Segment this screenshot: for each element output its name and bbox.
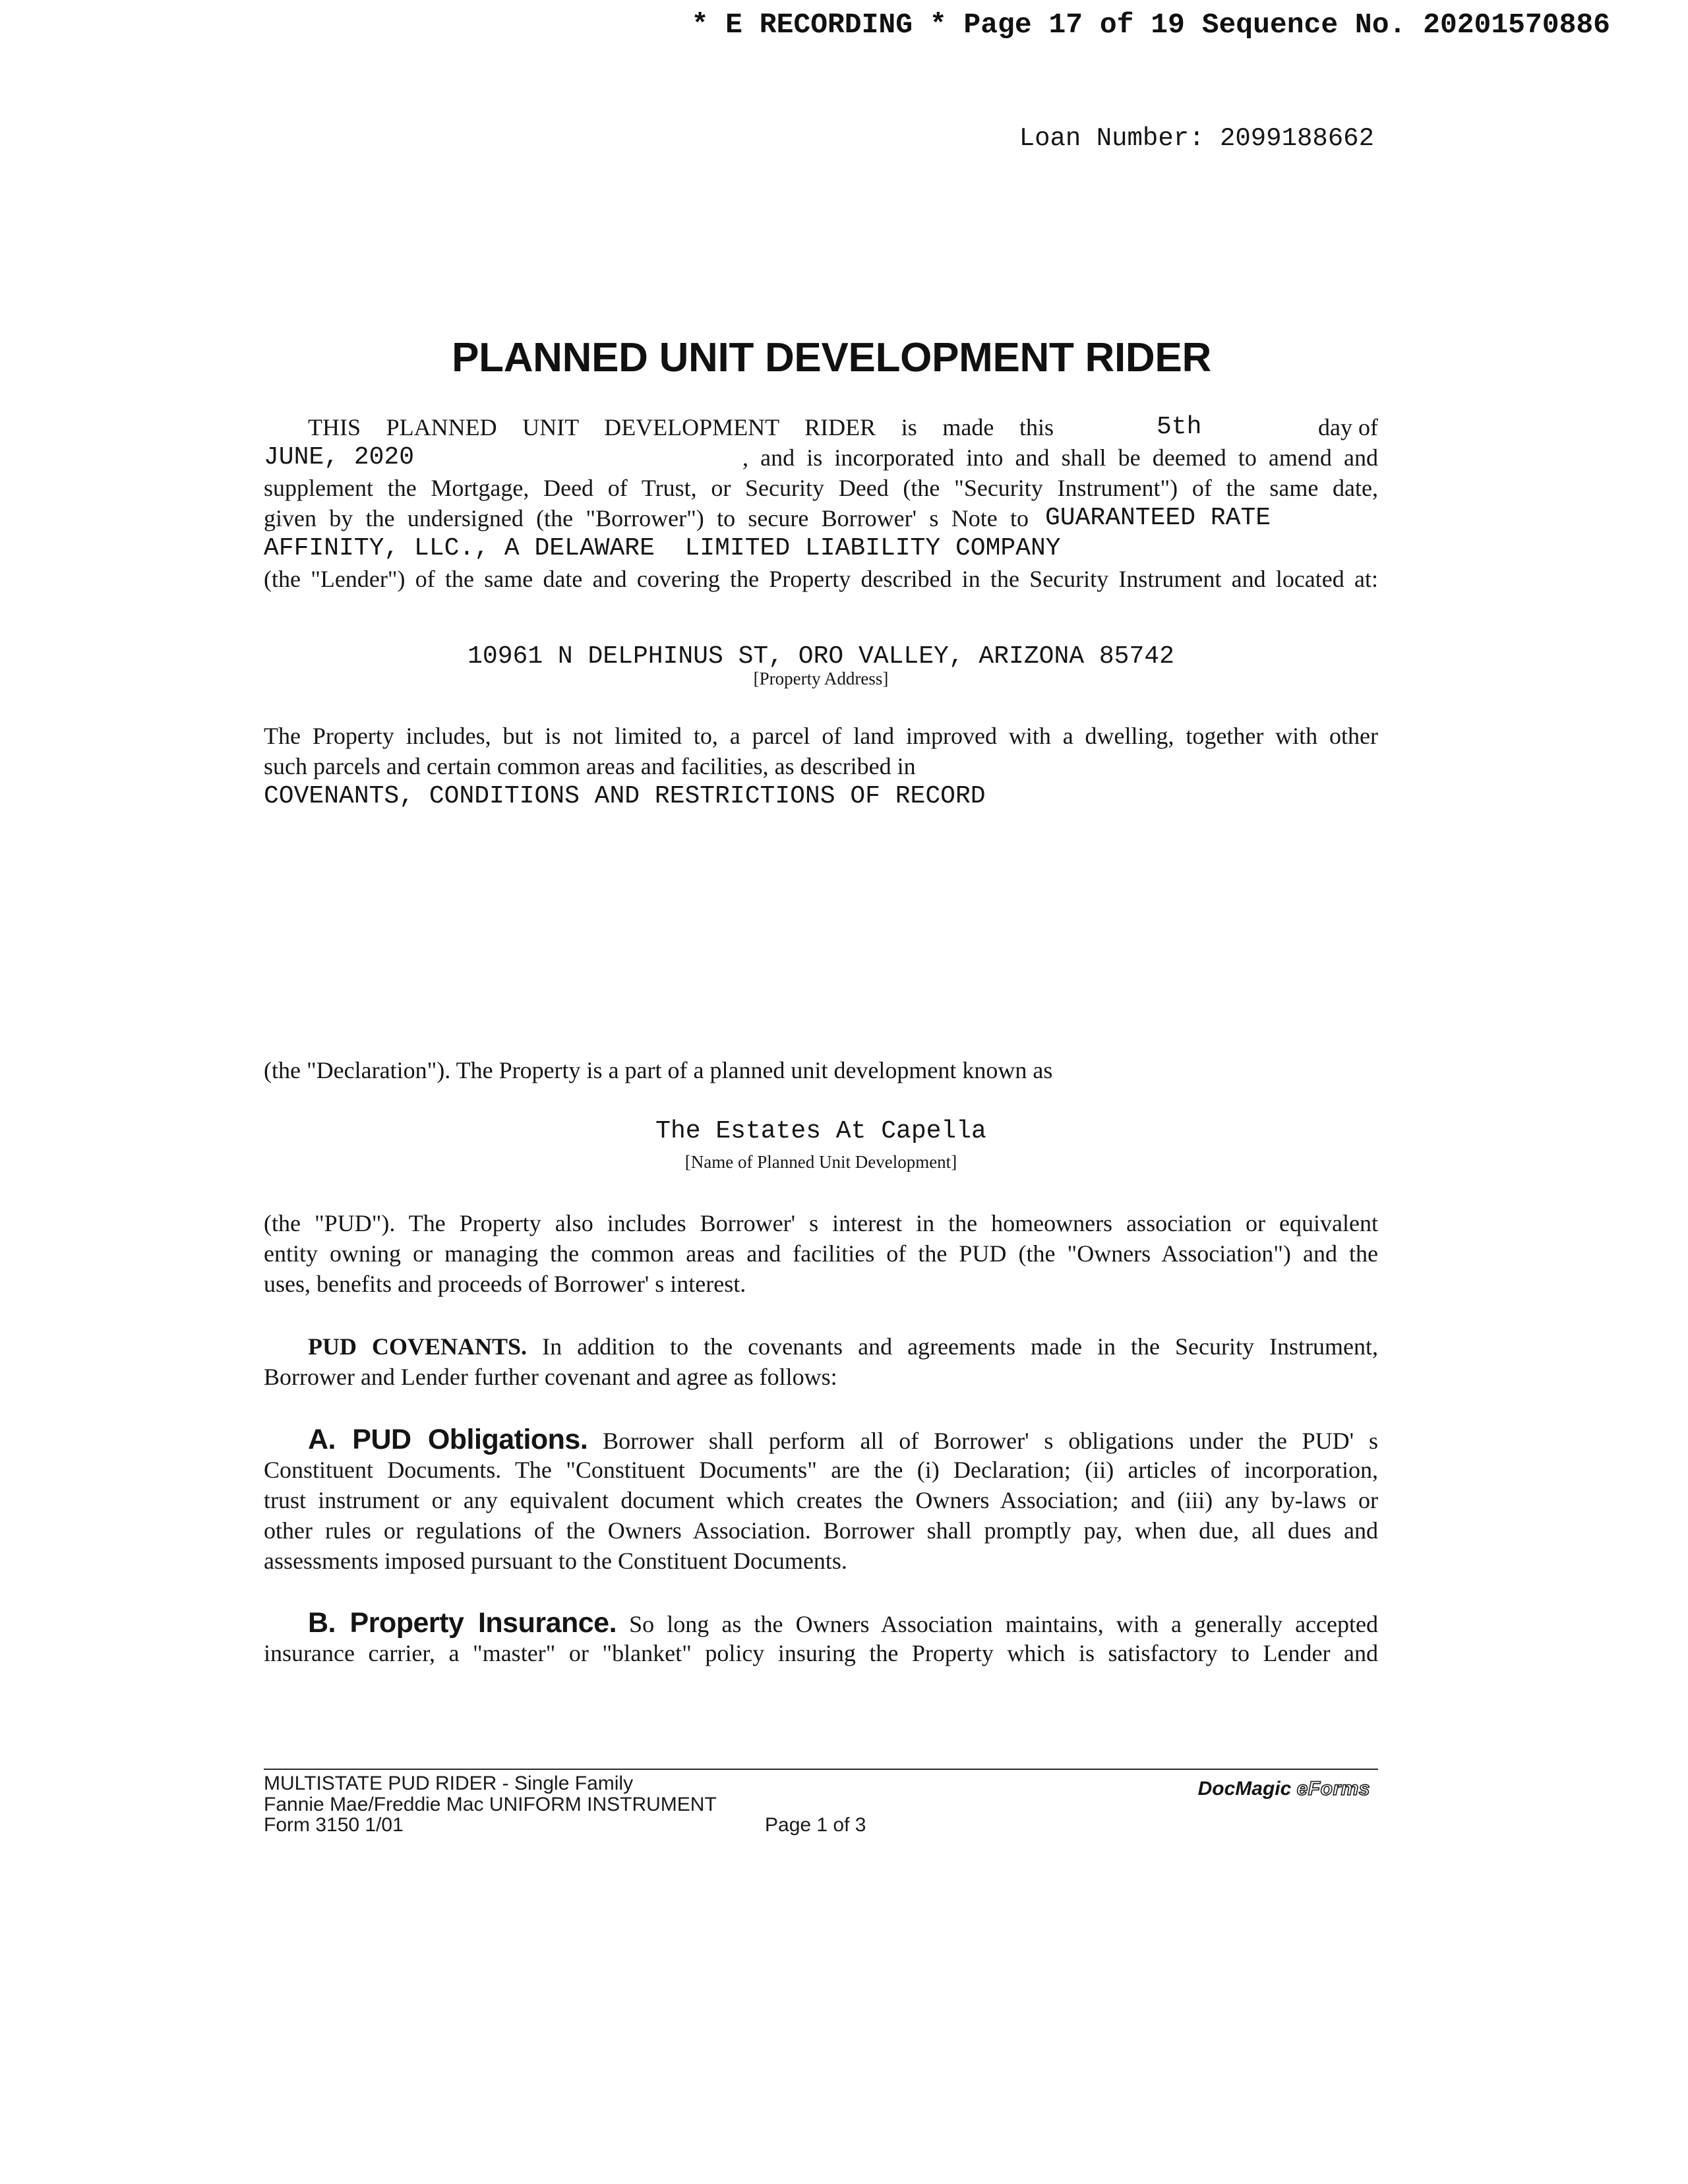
intro-line-1-end: day of (1318, 414, 1378, 440)
property-address: 10961 N DELPHINUS ST, ORO VALLEY, ARIZONA 85742 (467, 642, 1174, 671)
section-b-line-1-text: So long as the Owners Association maintains, with a generally accepted (629, 1611, 1378, 1637)
section-a-line-1-text: Borrower shall perform all of Borrower' s obligations under the PUD' s (603, 1428, 1378, 1454)
eforms-logo-mark: eForms (1296, 1778, 1370, 1800)
intro-line-3: supplement the Mortgage, Deed of Trust, or Security Deed (the "Security Instrument") of the same date, (264, 475, 1378, 501)
footer-form-title: MULTISTATE PUD RIDER - Single Family (264, 1773, 634, 1794)
pud-para-line-2: entity owning or managing the common areas and facilities of the PUD (the "Owners Association") and the (264, 1240, 1378, 1267)
pud-name: The Estates At Capella (655, 1117, 986, 1145)
intro-line-2-text: , and is incorporated into and shall be deemed to amend and (742, 444, 1378, 471)
section-b-line-1 (264, 1608, 1378, 1638)
section-a-line-1 (264, 1424, 1378, 1455)
rider-month-year: JUNE, 2020 (264, 443, 415, 471)
intro-line-4 (264, 503, 1378, 533)
recording-stamp: * E RECORDING * Page 17 of 19 Sequence No. 20201570886 (691, 9, 1610, 41)
covenants-line-1 (264, 1331, 1378, 1362)
intro-line-1 (264, 412, 1378, 442)
section-a-line-3: trust instrument or any equivalent document which creates the Owners Association; and (iii) any by-laws or (264, 1487, 1378, 1513)
footer-divider (264, 1769, 1378, 1770)
intro-line-2 (264, 442, 1378, 473)
intro-line-1-text: THIS PLANNED UNIT DEVELOPMENT RIDER is made this (308, 414, 1054, 440)
section-b-line-2: insurance carrier, a "master" or "blanket" policy insuring the Property which is satisfactory to Lender and (264, 1640, 1378, 1666)
covenants-line-2: Borrower and Lender further covenant and agree as follows: (264, 1364, 837, 1390)
declaration-line: (the "Declaration"). The Property is a part of a planned unit development known as (264, 1057, 1053, 1083)
section-a-line-2: Constituent Documents. The "Constituent Documents" are the (i) Declaration; (ii) articles of incorporation, (264, 1457, 1378, 1483)
footer-form-number: Form 3150 1/01 (264, 1814, 404, 1836)
pud-para-line-3: uses, benefits and proceeds of Borrower' s interest. (264, 1271, 746, 1297)
includes-line-1: The Property includes, but is not limited to, a parcel of land improved with a dwelling, together with other (264, 723, 1378, 749)
section-a-line-4: other rules or regulations of the Owners Association. Borrower shall promptly pay, when due, all dues and (264, 1517, 1378, 1544)
intro-line-4-text: given by the undersigned (the "Borrower") to secure Borrower' s Note to (264, 505, 1029, 531)
docmagic-logo (1198, 1778, 1370, 1800)
pud-para-line-1: (the "PUD"). The Property also includes Borrower' s interest in the homeowners association or equivalent (264, 1210, 1378, 1236)
footer-page-number: Page 1 of 3 (765, 1814, 866, 1836)
covenants-line-1-text: In addition to the covenants and agreements made in the Security Instrument, (542, 1333, 1378, 1360)
loan-number: Loan Number: 2099188662 (1019, 124, 1374, 153)
section-a-line-5: assessments imposed pursuant to the Constituent Documents. (264, 1548, 847, 1574)
document-title: PLANNED UNIT DEVELOPMENT RIDER (452, 335, 1211, 380)
lender-name-part-2: AFFINITY, LLC., A DELAWARE LIMITED LIABILITY COMPANY (264, 534, 1061, 562)
section-b-heading: B. Property Insurance. (308, 1607, 617, 1639)
covenants-heading: PUD COVENANTS. (308, 1333, 528, 1360)
pud-name-label: [Name of Planned Unit Development] (684, 1152, 957, 1172)
includes-line-2: such parcels and certain common areas and facilities, as described in (264, 753, 916, 779)
docmagic-logo-name: DocMagic (1197, 1778, 1297, 1800)
footer-instrument: Fannie Mae/Freddie Mac UNIFORM INSTRUMENT (264, 1794, 717, 1815)
property-address-label: [Property Address] (753, 669, 889, 688)
lender-name-part-1: GUARANTEED RATE (1045, 504, 1271, 532)
intro-line-6: (the "Lender") of the same date and covering the Property described in the Security Instrument and located at: (264, 566, 1378, 592)
section-a-heading: A. PUD Obligations. (308, 1424, 588, 1455)
rider-day: 5th (1157, 413, 1202, 441)
declaration-document: COVENANTS, CONDITIONS AND RESTRICTIONS OF RECORD (264, 782, 986, 810)
